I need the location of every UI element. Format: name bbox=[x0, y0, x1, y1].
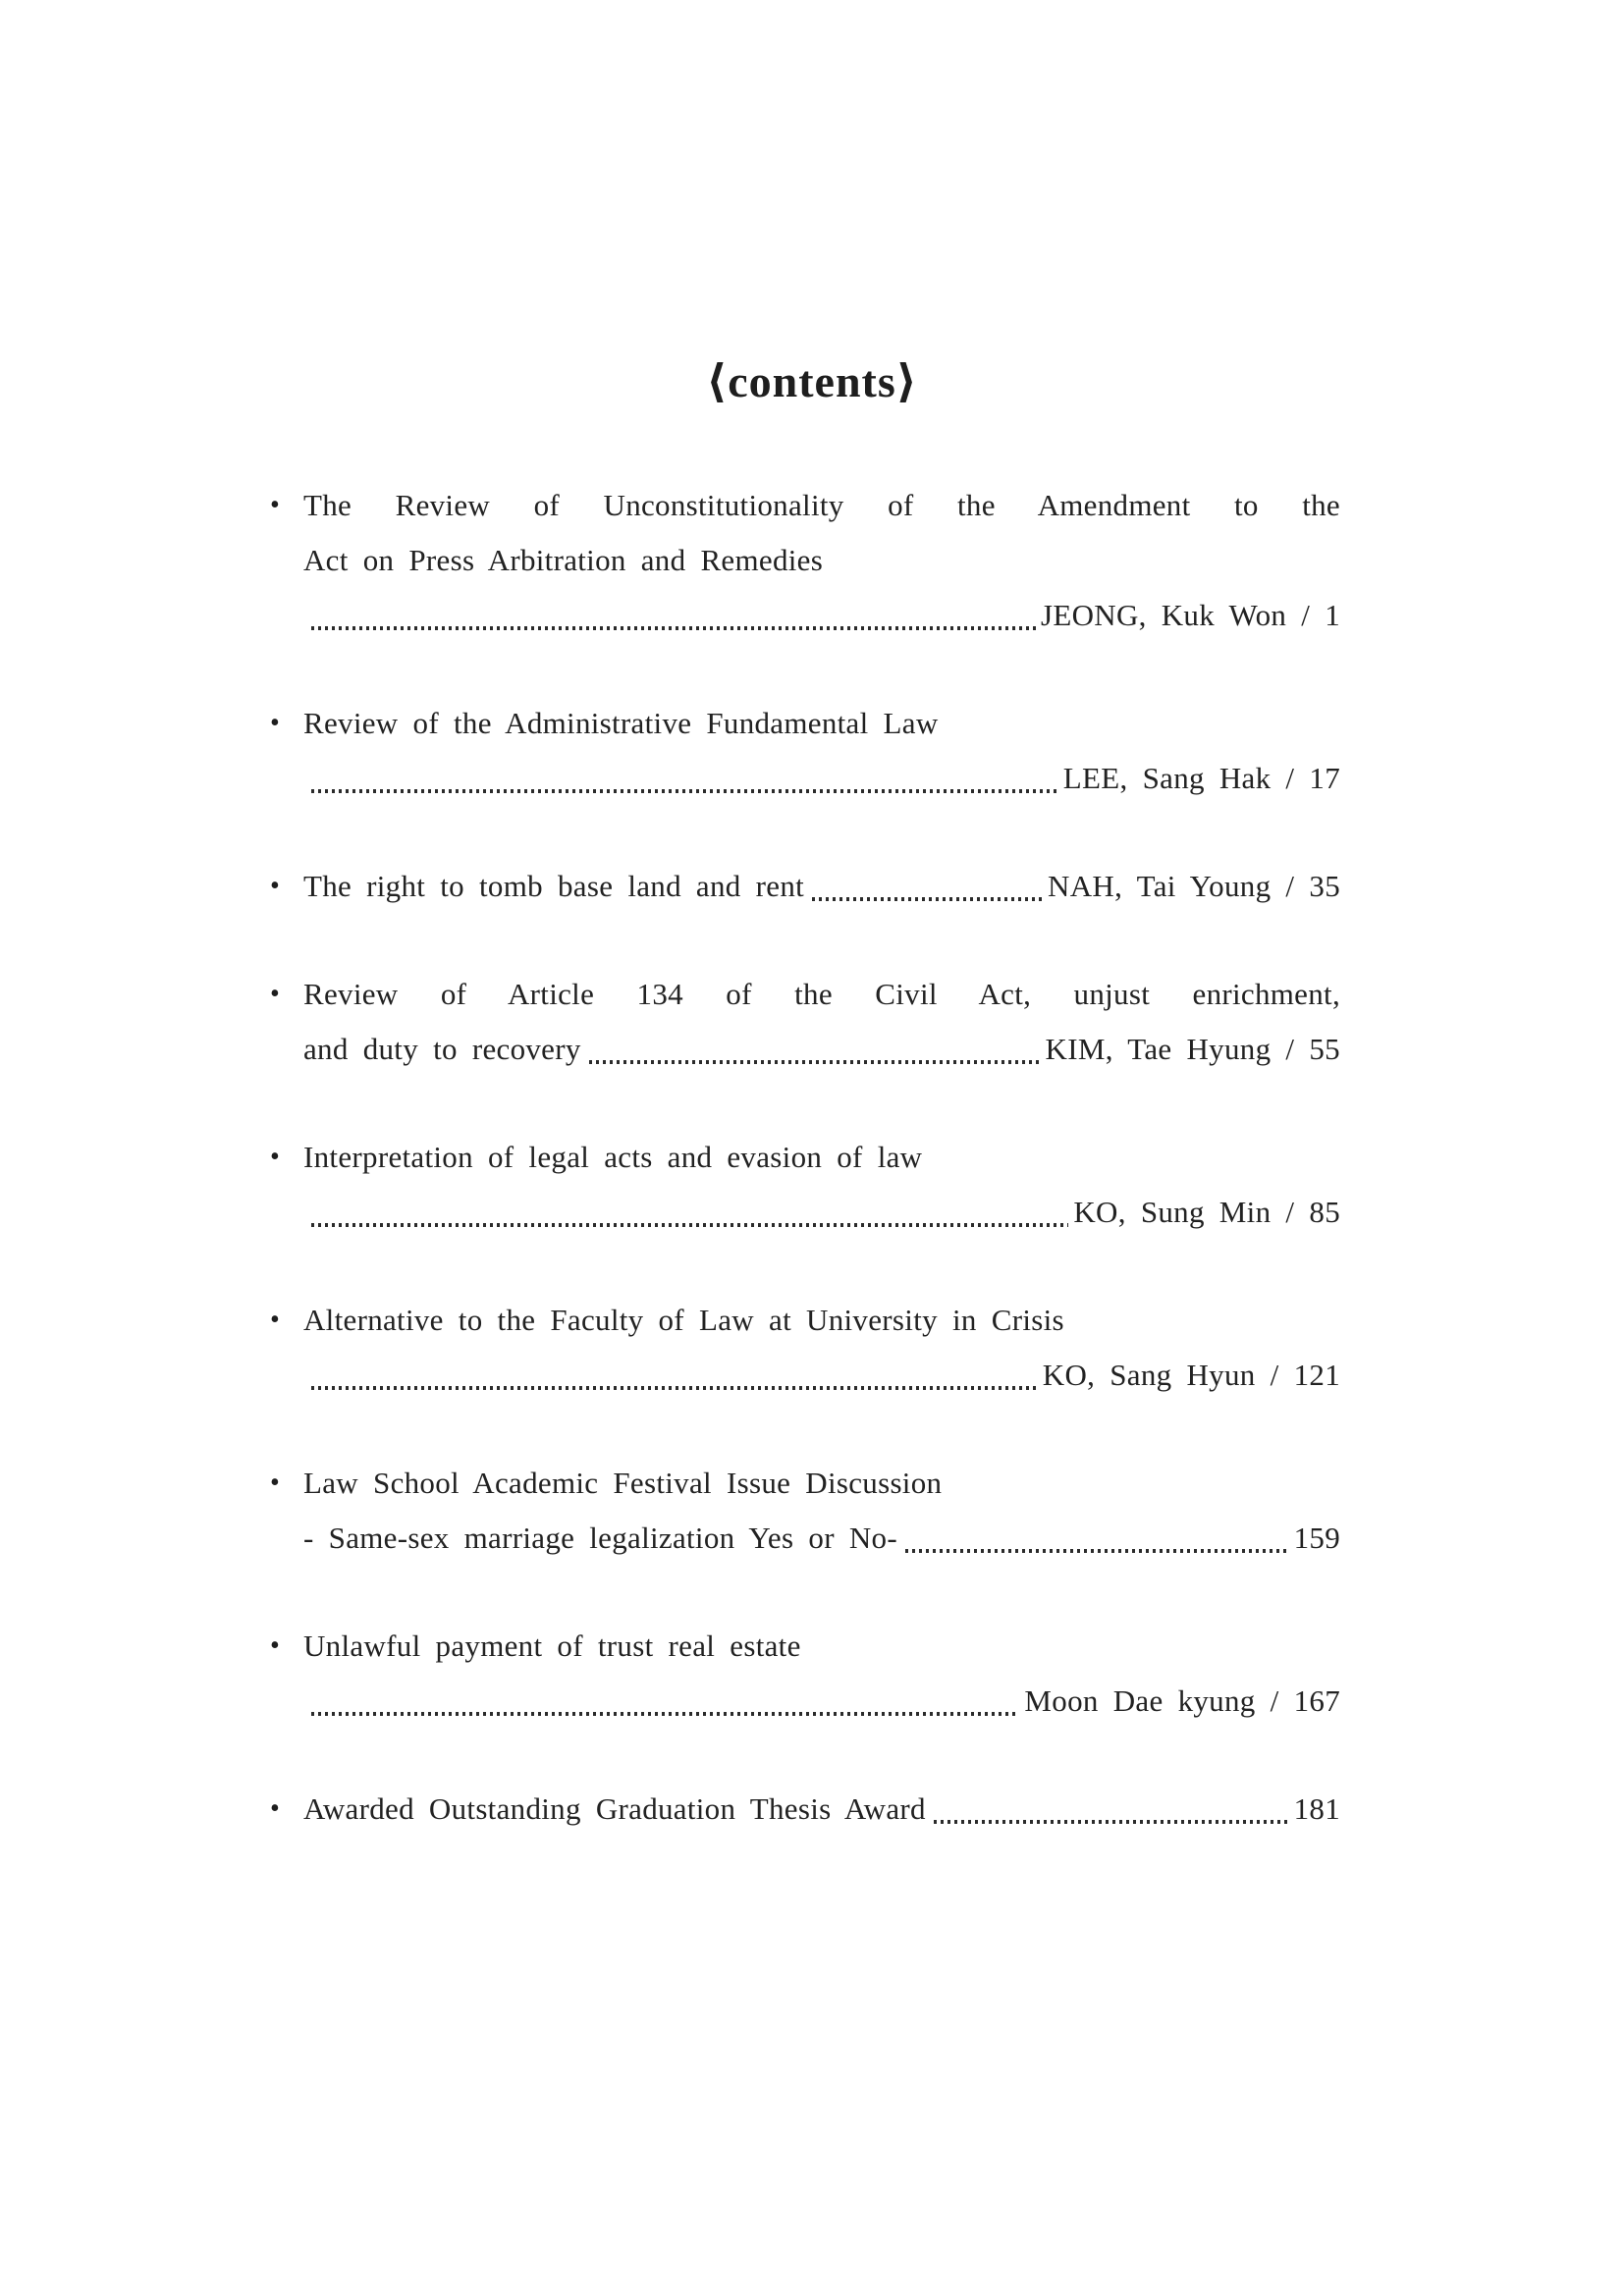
dot-leader bbox=[897, 1511, 1294, 1566]
toc-entry bbox=[268, 1293, 1340, 1403]
entry-author-page: 181 bbox=[1293, 1791, 1340, 1826]
bullet-icon: • bbox=[270, 1142, 281, 1172]
toc-entry bbox=[268, 859, 1340, 914]
toc-list bbox=[268, 478, 1340, 1837]
entry-title-line: Review of the Administrative Fundamental Law bbox=[303, 706, 939, 740]
entry-leader-row bbox=[303, 1185, 1340, 1240]
bullet-icon: • bbox=[270, 871, 281, 901]
bullet-icon: • bbox=[270, 979, 281, 1009]
dot-leader bbox=[303, 1348, 1043, 1403]
entry-leader-row bbox=[303, 1348, 1340, 1403]
entry-author-page: KO, Sung Min / 85 bbox=[1073, 1195, 1340, 1229]
entry-author-page: NAH, Tai Young / 35 bbox=[1048, 869, 1340, 903]
toc-entry bbox=[268, 696, 1340, 806]
entry-title-line: Review of Article 134 of the Civil Act, unjust enrichment, bbox=[303, 977, 1340, 1011]
toc-entry bbox=[268, 967, 1340, 1077]
entry-author-page: KIM, Tae Hyung / 55 bbox=[1045, 1032, 1340, 1066]
dot-leader bbox=[303, 588, 1041, 643]
dot-leader bbox=[581, 1022, 1046, 1077]
entry-leader-row bbox=[303, 859, 1340, 914]
entry-title-line: Law School Academic Festival Issue Discussion bbox=[303, 1466, 943, 1500]
entry-author-page: JEONG, Kuk Won / 1 bbox=[1040, 598, 1340, 632]
entry-leader-row bbox=[303, 588, 1340, 643]
entry-leader-prefix: The right to tomb base land and rent bbox=[303, 869, 805, 903]
toc-entry bbox=[268, 1130, 1340, 1240]
entry-leader-row bbox=[303, 1511, 1340, 1566]
entry-author-page: 159 bbox=[1293, 1521, 1340, 1555]
dot-leader bbox=[303, 1185, 1073, 1240]
page-title: ⟨contents⟩ bbox=[706, 356, 918, 406]
dot-leader bbox=[303, 751, 1063, 806]
entry-leader-row bbox=[303, 1782, 1340, 1837]
entry-title-line: Alternative to the Faculty of Law at University in Crisis bbox=[303, 1303, 1064, 1337]
dot-leader bbox=[303, 1674, 1024, 1729]
entry-leader-prefix: - Same-sex marriage legalization Yes or No- bbox=[303, 1521, 897, 1555]
toc-entry bbox=[268, 1619, 1340, 1729]
entry-title-line: The Review of Unconstitutionality of the Amendment to the bbox=[303, 488, 1340, 522]
entry-title-line: Interpretation of legal acts and evasion of law bbox=[303, 1140, 923, 1174]
entry-author-page: KO, Sang Hyun / 121 bbox=[1042, 1358, 1340, 1392]
bullet-icon: • bbox=[270, 1305, 281, 1335]
entry-leader-row bbox=[303, 751, 1340, 806]
bullet-icon: • bbox=[270, 490, 281, 520]
entry-leader-row bbox=[303, 1674, 1340, 1729]
toc-entry bbox=[268, 1782, 1340, 1837]
bullet-icon: • bbox=[270, 708, 281, 738]
entry-leader-row bbox=[303, 1022, 1340, 1077]
bullet-icon: • bbox=[270, 1630, 281, 1661]
entry-author-page: LEE, Sang Hak / 17 bbox=[1062, 761, 1340, 795]
entry-author-page: Moon Dae kyung / 167 bbox=[1024, 1683, 1340, 1718]
bullet-icon: • bbox=[270, 1468, 281, 1498]
entry-leader-prefix: Awarded Outstanding Graduation Thesis Award bbox=[303, 1791, 926, 1826]
entry-leader-prefix: and duty to recovery bbox=[303, 1032, 581, 1066]
toc-entry bbox=[268, 478, 1340, 643]
entry-title-line: Unlawful payment of trust real estate bbox=[303, 1629, 801, 1663]
entry-title-line: Act on Press Arbitration and Remedies bbox=[303, 543, 824, 577]
dot-leader bbox=[804, 859, 1048, 914]
dot-leader bbox=[926, 1782, 1294, 1837]
toc-entry bbox=[268, 1456, 1340, 1566]
bullet-icon: • bbox=[270, 1793, 281, 1824]
